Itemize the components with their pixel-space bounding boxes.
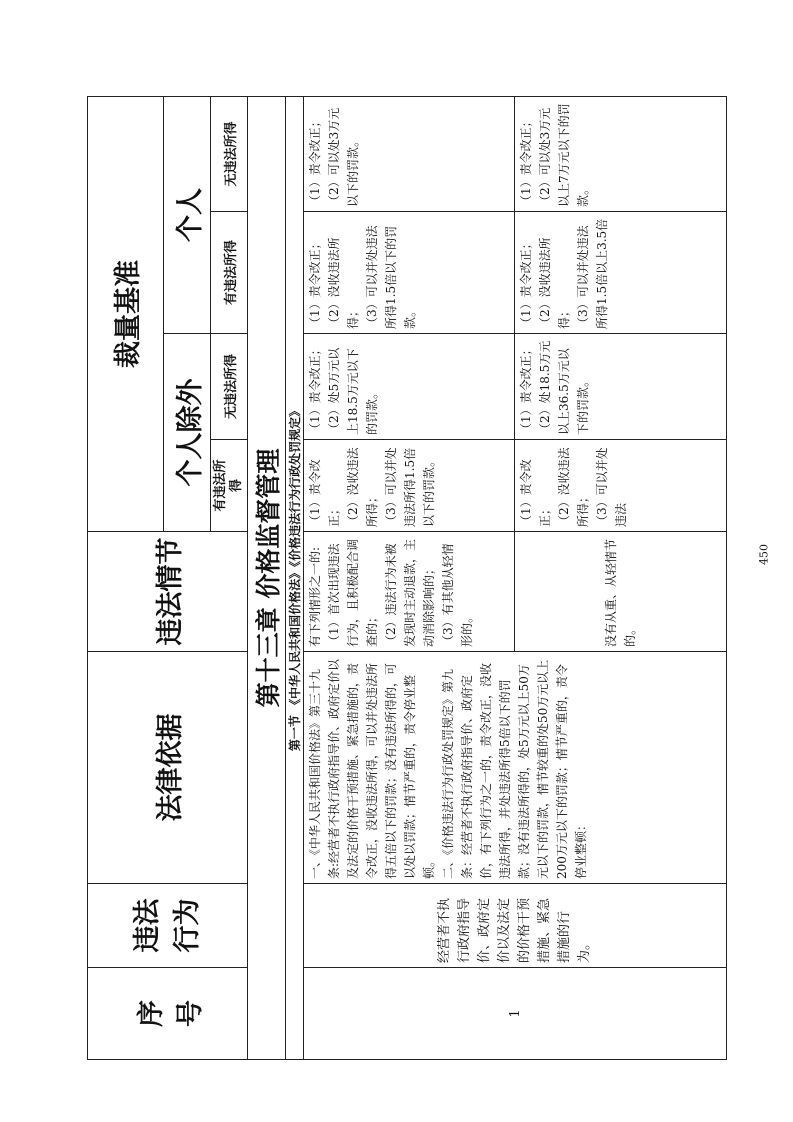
header-individual: 个人: [164, 97, 211, 334]
level-2-ind-with-income: （1）责令改正； （2）没收违法所得； （3）可以并处违法所得1.5倍以上3.5倍: [515, 212, 727, 334]
row-behavior: 经营者不执行政府指导价、政府定价以及法定的价格干预措施、紧急措施的行为。: [304, 884, 727, 968]
header-circumstances: 违法情节: [88, 532, 248, 652]
level-2-ni-with-income: （1）责令改正； （2）没收违法所得； （3）可以并处违法: [515, 440, 727, 532]
level-1-ind-without-income: （1）责令改正； （2）可以处3万元以下的罚款。: [304, 97, 515, 212]
header-ni-with-income: 有违法所 得: [211, 440, 248, 532]
level-1-ni-without-income: （1）责令改正； （2）处5万元以上18.5万元以下的罚款。: [304, 334, 515, 440]
header-non-individual: 个人除外: [164, 334, 211, 532]
header-ind-with-income: 有违法所得: [211, 212, 248, 334]
section-title: 第一节 《中华人民共和国价格法》《价格违法行为行政处罚规定》: [286, 97, 304, 1060]
level-1-ind-with-income: （1）责令改正； （2）没收违法所得； （3）可以并处违法所得1.5倍以下的罚款。: [304, 212, 515, 334]
header-legal-basis: 法律依据: [88, 652, 248, 884]
level-2-circumstance: 没有从重、从轻情节的。: [515, 532, 727, 652]
chapter-title: 第十三章 价格监督管理: [248, 97, 286, 1060]
page-number: 450: [757, 544, 771, 565]
header-behavior: 违法 行为: [88, 884, 248, 968]
level-1-circumstance: 有下列情形之一的: （1）首次出现违法行为，且积极配合调查的； （2）违法行为未被发现时主动退款，主动消除影响的； （3）有其他从轻情形的。: [304, 532, 515, 652]
level-2-ind-without-income: （1）责令改正； （2）可以处3万元以上7万元以下的罚款。: [515, 97, 727, 212]
header-standard: 裁量基准: [88, 97, 164, 532]
rotated-page: [87, 97, 725, 1060]
header-seq: 序 号: [88, 968, 248, 1060]
row-legal-basis: 一、《中华人民共和国价格法》第三十九条:经营者不执行政府指导价、政府定价以及法定的价格干预措施、紧急措施的，责令改正，没收违法所得，可以并处违法所得五倍以下的罚款；没有违法所得的，可以处以罚款；情节严重的，责令停业整顿。 二、《价格违法行为行政处罚规定》第九条：经营者不执行政府指导价、政府定价，有下列行为之一的，责令改正，没收违法所得，并处违法所得5倍以下的罚款；没有违法所得的，处5万元以上50万元以下的罚款，情节较重的处50万元以上200万元以下的罚款；情节严重的，责令停业整顿：: [304, 652, 727, 884]
level-1-ni-with-income: （1）责令改正； （2）没收违法所得； （3）可以并处违法所得1.5倍以下的罚款。: [304, 440, 515, 532]
penalty-standard-table: [87, 96, 727, 1060]
header-ni-without-income: 无违法所得: [211, 334, 248, 440]
row-number: 1: [304, 968, 727, 1060]
header-ind-without-income: 无违法所得: [211, 97, 248, 212]
level-2-ni-without-income: （1）责令改正； （2）处18.5万元以上36.5万元以下的罚款。: [515, 334, 727, 440]
